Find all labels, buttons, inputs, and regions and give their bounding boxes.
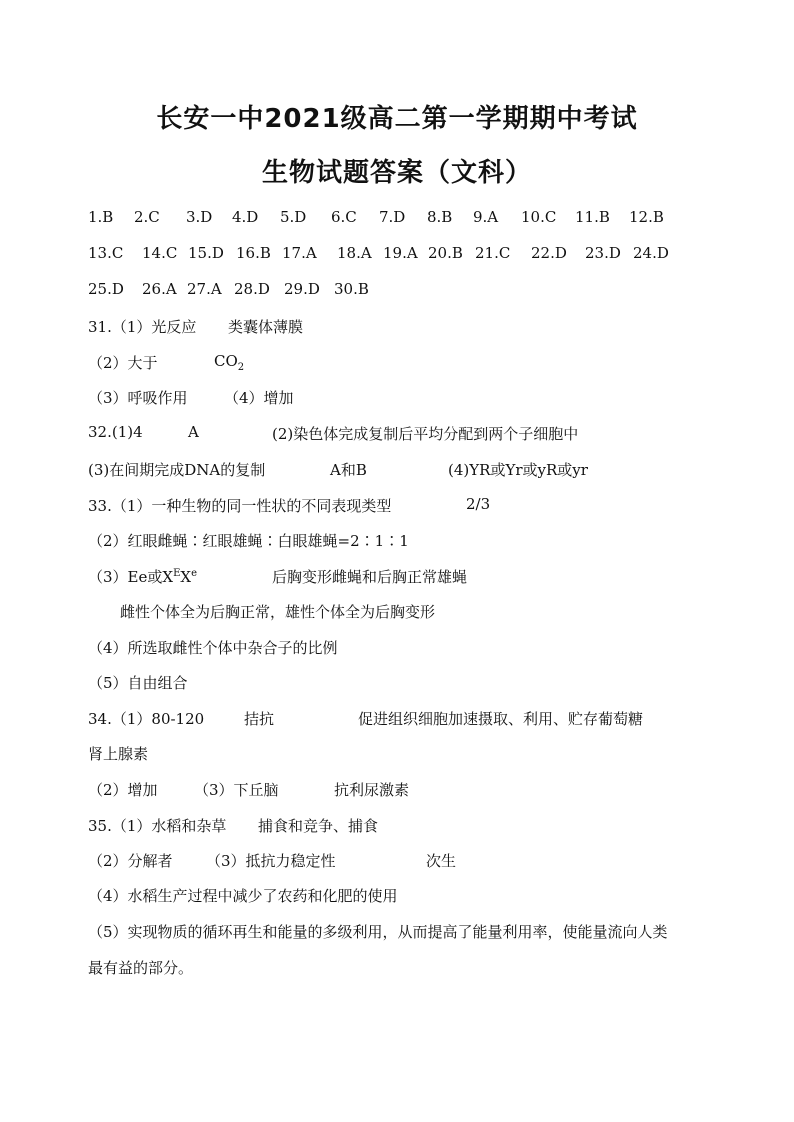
q33-line-2 xyxy=(0,530,794,566)
q32-answer-1: 32.(1)4 xyxy=(88,423,143,441)
mc-answer: 23.D xyxy=(585,244,621,262)
mc-answer: 2.C xyxy=(134,208,160,226)
q31-answer-1: 31.（1）光反应 xyxy=(88,318,197,336)
mc-answer: 6.C xyxy=(331,208,357,226)
q33-answer-4: （4）所选取雌性个体中杂合子的比例 xyxy=(88,639,338,657)
mc-answer: 1.B xyxy=(88,208,114,226)
q31-answer-4: （4）增加 xyxy=(224,389,294,407)
q34-answer-3: （3）下丘脑 xyxy=(194,781,279,799)
q32-answer-3b: A和B xyxy=(330,461,367,479)
mc-answer: 24.D xyxy=(633,244,669,262)
q33-line-6 xyxy=(0,672,794,708)
mc-answer: 8.B xyxy=(427,208,453,226)
q32-line-1 xyxy=(0,423,794,459)
q34-answer-2: （2）增加 xyxy=(88,781,158,799)
q31-answer-2b: $CO_2$ xyxy=(214,352,245,373)
q31-answer-2: （2）大于 xyxy=(88,354,158,372)
q34-line-1 xyxy=(0,708,794,744)
q33-answer-3b: 后胸变形雌蝇和后胸正常雄蝇 xyxy=(272,568,468,586)
q35-answer-1: 35.（1）水稻和杂草 xyxy=(88,817,227,835)
mc-answer: 15.D xyxy=(188,244,224,262)
mc-answer: 21.C xyxy=(475,244,511,262)
mc-answer: 14.C xyxy=(142,244,178,262)
page-subtitle: 生物试题答案（文科） xyxy=(261,158,532,188)
q32-answer-4: (4)YR或Yr或yR或yr xyxy=(448,461,588,479)
q34-line-3 xyxy=(0,779,794,815)
q34-line-2 xyxy=(0,743,794,779)
q31-answer-1b: 类囊体薄膜 xyxy=(228,318,304,336)
q34-answer-1c: 促进组织细胞加速摄取、利用、贮存葡萄糖 xyxy=(358,710,644,728)
q35-answer-5-continued: 最有益的部分。 xyxy=(88,959,194,977)
q35-line-2 xyxy=(0,850,794,886)
q34-answer-1d: 肾上腺素 xyxy=(88,745,149,763)
mc-row-3 xyxy=(0,280,794,316)
q33-answer-5: （5）自由组合 xyxy=(88,674,188,692)
q35-answer-4: （4）水稻生产过程中减少了农药和化肥的使用 xyxy=(88,887,398,905)
q33-answer-2: （2）红眼雌蝇∶红眼雄蝇∶白眼雄蝇=2∶1∶1 xyxy=(88,532,409,550)
q35-answer-3b: 次生 xyxy=(426,852,457,870)
mc-answer: 22.D xyxy=(531,244,567,262)
q35-line-1 xyxy=(0,815,794,851)
mc-answer: 26.A xyxy=(142,280,177,298)
q33-answer-1b: 2/3 xyxy=(466,495,491,513)
mc-answer: 16.B xyxy=(236,244,271,262)
q31-line-3 xyxy=(0,387,794,423)
mc-answer: 18.A xyxy=(337,244,372,262)
q32-answer-1b: A xyxy=(188,423,199,441)
mc-answer: 11.B xyxy=(575,208,610,226)
q35-line-3 xyxy=(0,885,794,921)
q35-line-5 xyxy=(0,957,794,993)
q33-line-5 xyxy=(0,637,794,673)
q33-answer-3c: 雌性个体全为后胸正常，雄性个体全为后胸变形 xyxy=(120,603,436,621)
mc-answer: 10.C xyxy=(521,208,557,226)
q31-line-1 xyxy=(0,316,794,352)
q35-answer-5: （5）实现物质的循环再生和能量的多级利用，从而提高了能量利用率，使能量流向人类 xyxy=(88,923,668,941)
mc-answer: 4.D xyxy=(232,208,259,226)
mc-answer: 9.A xyxy=(473,208,499,226)
q33-answer-1: 33.（1）一种生物的同一性状的不同表现类型 xyxy=(88,497,392,515)
mc-answer: 30.B xyxy=(334,280,369,298)
q32-answer-2: (2)染色体完成复制后平均分配到两个子细胞中 xyxy=(272,425,579,443)
q35-answer-3: （3）抵抗力稳定性 xyxy=(206,852,336,870)
q34-answer-3b: 抗利尿激素 xyxy=(334,781,410,799)
q31-answer-3: （3）呼吸作用 xyxy=(88,389,188,407)
mc-answer: 17.A xyxy=(282,244,317,262)
mc-answer: 27.A xyxy=(187,280,222,298)
mc-answer: 12.B xyxy=(629,208,664,226)
q31-line-2 xyxy=(0,352,794,388)
q33-line-1 xyxy=(0,495,794,531)
q32-answer-3: (3)在间期完成DNA的复制 xyxy=(88,461,266,479)
q34-answer-1b: 拮抗 xyxy=(244,710,275,728)
q32-line-2 xyxy=(0,459,794,495)
mc-answer: 5.D xyxy=(280,208,307,226)
q33-line-4 xyxy=(0,601,794,637)
mc-answer: 28.D xyxy=(234,280,270,298)
mc-answer: 29.D xyxy=(284,280,320,298)
q35-answer-1b: 捕食和竞争、捕食 xyxy=(258,817,379,835)
mc-answer: 25.D xyxy=(88,280,124,298)
mc-answer: 19.A xyxy=(383,244,418,262)
mc-row-2 xyxy=(0,244,794,280)
mc-answer: 13.C xyxy=(88,244,124,262)
mc-answer: 20.B xyxy=(428,244,463,262)
q35-line-4 xyxy=(0,921,794,957)
page-title: 长安一中2021级高二第一学期期中考试 xyxy=(156,104,638,134)
mc-row-1 xyxy=(0,208,794,244)
mc-answer: 7.D xyxy=(379,208,406,226)
q33-line-3 xyxy=(0,566,794,602)
mc-answer: 3.D xyxy=(186,208,213,226)
q34-answer-1: 34.（1）80-120 xyxy=(88,710,205,728)
q33-answer-3: （3）Ee或$X^EXe$ xyxy=(88,568,197,586)
q35-answer-2: （2）分解者 xyxy=(88,852,173,870)
